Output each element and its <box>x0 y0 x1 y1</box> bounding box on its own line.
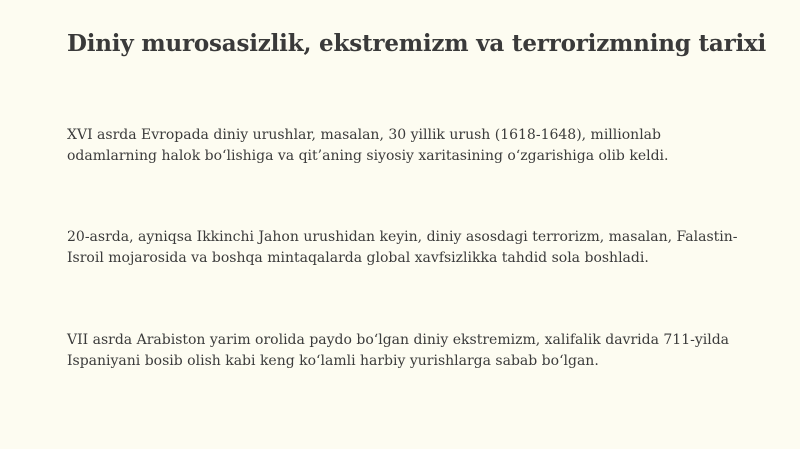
paragraph-twentieth-century-terrorism: 20-asrda, ayniqsa Ikkinchi Jahon urushidan keyin, diniy asosdagi terrorizm, masalan, Falastin-Isroil mojarosida va boshqa mintaqalarda global xavfsizlikka tahdid sola boshladi. <box>67 229 738 266</box>
paragraph-seventh-century-extremism: VII asrda Arabiston yarim orolida paydo bo‘lgan diniy ekstremizm, xalifalik davrida 711-yilda Ispaniyani bosib olish kabi keng ko‘lamli harbiy yurishlarga sabab bo‘lgan. <box>67 332 730 369</box>
slide-title: Diniy murosasizlik, ekstremizm va terrorizmning tarixi <box>67 30 767 57</box>
paragraph-thirty-years-war: XVI asrda Evropada diniy urushlar, masalan, 30 yillik urush (1618-1648), millionlab odamlarning halok bo‘lishiga va qit’aning siyosiy xaritasining o‘zgarishiga olib keldi. <box>67 127 669 164</box>
